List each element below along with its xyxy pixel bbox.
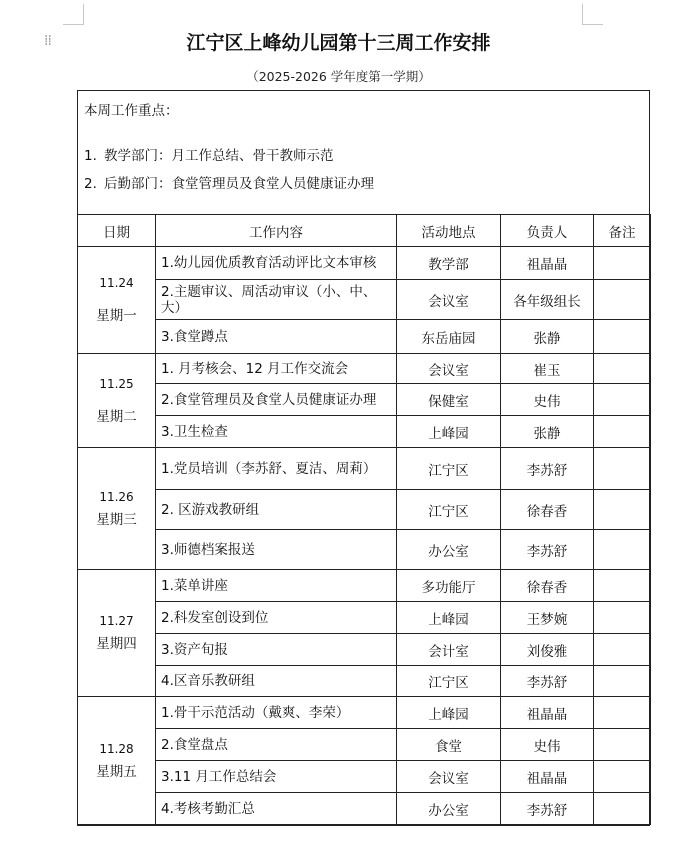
focus-item — [84, 172, 374, 192]
task-place: 办公室 — [397, 793, 501, 825]
weekly-focus-section — [78, 91, 649, 214]
task-place: 会议室 — [397, 280, 501, 320]
table-row — [78, 666, 651, 697]
focus-item-text: 后勤部门：食堂管理员及食堂人员健康证办理 — [104, 176, 374, 192]
task-note — [594, 247, 651, 280]
task-place: 东岳庙园 — [397, 320, 501, 354]
page-subtitle: （2025-2026 学年度第一学期） — [246, 69, 431, 84]
day-weekday: 星期四 — [96, 636, 137, 652]
focus-item-number: 1. — [84, 148, 97, 164]
task-place: 多功能厅 — [397, 570, 501, 602]
task-place: 江宁区 — [397, 448, 501, 490]
table-row — [78, 761, 651, 793]
day-date: 11.26 — [99, 489, 134, 504]
task-content: 4.考核考勤汇总 — [156, 793, 397, 825]
task-owner: 徐春香 — [501, 570, 594, 602]
task-note — [594, 697, 651, 729]
drag-handle-icon[interactable]: ⁞⁞ — [44, 33, 51, 49]
task-place: 会议室 — [397, 761, 501, 793]
task-owner: 祖晶晶 — [501, 697, 594, 729]
table-row — [78, 530, 651, 570]
table-row — [78, 354, 651, 384]
column-header-place: 活动地点 — [397, 215, 501, 247]
task-owner: 张静 — [501, 416, 594, 448]
table-row — [78, 570, 651, 602]
focus-item-text: 教学部门：月工作总结、骨干教师示范 — [104, 148, 334, 164]
task-place: 食堂 — [397, 729, 501, 761]
task-place: 上峰园 — [397, 416, 501, 448]
task-place: 会议室 — [397, 354, 501, 384]
focus-item — [84, 144, 334, 164]
task-place: 教学部 — [397, 247, 501, 280]
task-content: 4.区音乐教研组 — [156, 666, 397, 697]
task-owner: 徐春香 — [501, 490, 594, 530]
column-header-content: 工作内容 — [156, 215, 397, 247]
task-content: 1.党员培训（李苏舒、夏洁、周莉） — [156, 448, 397, 490]
task-note — [594, 666, 651, 697]
task-note — [594, 354, 651, 384]
task-note — [594, 602, 651, 634]
task-content: 2.科发室创设到位 — [156, 602, 397, 634]
table-row — [78, 384, 651, 416]
task-content: 1.骨干示范活动（戴爽、李荣） — [156, 697, 397, 729]
task-owner: 李苏舒 — [501, 530, 594, 570]
task-content: 2.主题审议、周活动审议（小、中、大） — [156, 280, 397, 320]
day-cell — [78, 247, 156, 354]
page-corner-mark-right — [582, 4, 603, 25]
task-content: 3.资产旬报 — [156, 634, 397, 666]
task-content: 3.卫生检查 — [156, 416, 397, 448]
task-owner: 祖晶晶 — [501, 761, 594, 793]
task-owner: 李苏舒 — [501, 448, 594, 490]
task-owner: 李苏舒 — [501, 793, 594, 825]
task-owner: 李苏舒 — [501, 666, 594, 697]
table-row — [78, 448, 651, 490]
task-note — [594, 570, 651, 602]
task-place: 江宁区 — [397, 666, 501, 697]
task-place: 上峰园 — [397, 602, 501, 634]
day-cell — [78, 697, 156, 825]
day-cell — [78, 354, 156, 448]
task-content: 2.食堂盘点 — [156, 729, 397, 761]
table-row — [78, 634, 651, 666]
task-owner: 史伟 — [501, 729, 594, 761]
task-place: 办公室 — [397, 530, 501, 570]
task-content: 2.食堂管理员及食堂人员健康证办理 — [156, 384, 397, 416]
day-date: 11.28 — [99, 741, 134, 756]
task-content: 1.菜单讲座 — [156, 570, 397, 602]
task-note — [594, 320, 651, 354]
schedule-table-frame — [77, 90, 650, 826]
task-note — [594, 729, 651, 761]
task-owner: 刘俊雅 — [501, 634, 594, 666]
task-content: 3.食堂蹲点 — [156, 320, 397, 354]
weekly-focus-heading: 本周工作重点： — [84, 103, 179, 119]
task-content: 1.幼儿园优质教育活动评比文本审核 — [156, 247, 397, 280]
table-row — [78, 697, 651, 729]
day-weekday: 星期五 — [96, 763, 137, 780]
task-note — [594, 490, 651, 530]
table-row — [78, 602, 651, 634]
table-row — [78, 247, 651, 280]
task-owner: 王梦婉 — [501, 602, 594, 634]
day-weekday: 星期一 — [96, 308, 137, 324]
day-cell — [78, 570, 156, 697]
task-content: 3.11 月工作总结会 — [156, 761, 397, 793]
page-title: 江宁区上峰幼儿园第十三周工作安排 — [186, 32, 491, 54]
day-weekday: 星期三 — [96, 511, 137, 528]
day-date: 11.27 — [99, 614, 134, 628]
column-header-owner: 负责人 — [501, 215, 594, 247]
day-weekday: 星期二 — [96, 408, 137, 425]
column-header-date: 日期 — [78, 215, 156, 247]
task-content: 3.师德档案报送 — [156, 530, 397, 570]
table-row — [78, 280, 651, 320]
task-note — [594, 530, 651, 570]
task-note — [594, 448, 651, 490]
day-cell — [78, 448, 156, 570]
task-place: 会计室 — [397, 634, 501, 666]
task-note — [594, 416, 651, 448]
page-corner-mark-left — [63, 4, 84, 25]
focus-item-number: 2. — [84, 176, 97, 192]
task-content: 2. 区游戏教研组 — [156, 490, 397, 530]
task-note — [594, 793, 651, 825]
task-place: 保健室 — [397, 384, 501, 416]
table-row — [78, 416, 651, 448]
schedule-table — [77, 214, 651, 825]
task-place: 江宁区 — [397, 490, 501, 530]
table-row — [78, 729, 651, 761]
task-place: 上峰园 — [397, 697, 501, 729]
day-date: 11.25 — [99, 376, 134, 391]
task-owner: 各年级组长 — [501, 280, 594, 320]
day-date: 11.24 — [99, 276, 134, 290]
table-row — [78, 490, 651, 530]
task-note — [594, 280, 651, 320]
table-row — [78, 793, 651, 825]
table-row — [78, 320, 651, 354]
task-owner: 张静 — [501, 320, 594, 354]
task-note — [594, 384, 651, 416]
column-header-note: 备注 — [594, 215, 651, 247]
task-note — [594, 761, 651, 793]
task-note — [594, 634, 651, 666]
task-owner: 史伟 — [501, 384, 594, 416]
task-owner: 崔玉 — [501, 354, 594, 384]
task-owner: 祖晶晶 — [501, 247, 594, 280]
task-content: 1. 月考核会、12 月工作交流会 — [156, 354, 397, 384]
